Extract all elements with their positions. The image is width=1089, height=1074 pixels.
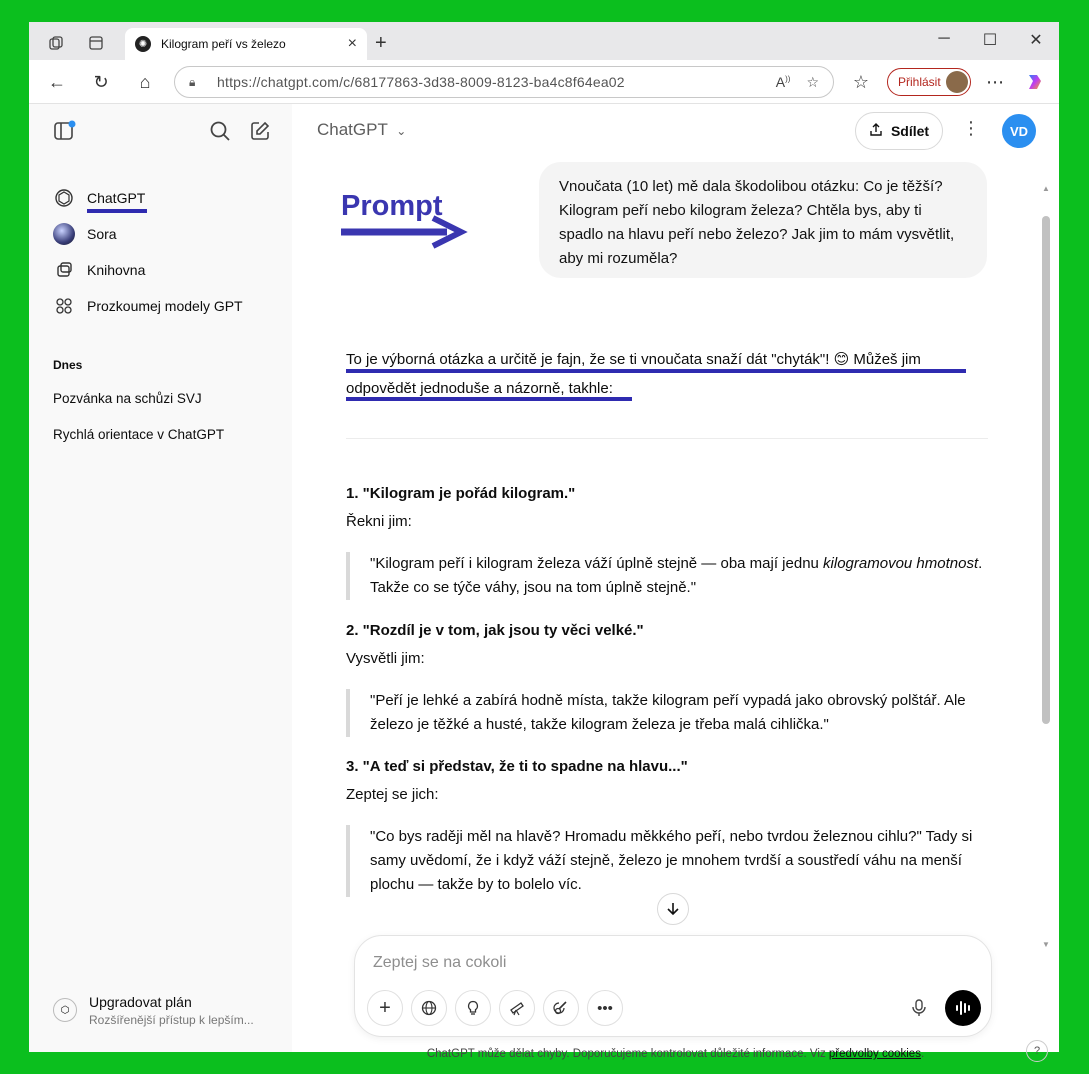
divider (346, 438, 988, 439)
tab-title: Kilogram peří vs železo (161, 37, 286, 51)
more-options-icon[interactable]: ⋮ (962, 118, 980, 138)
grid-icon (53, 295, 75, 317)
scrollbar-thumb[interactable] (1042, 216, 1050, 724)
sidebar-item-label: Sora (87, 226, 117, 242)
annotation-underline (346, 397, 632, 401)
upgrade-subtitle: Rozšířenější přístup k lepším... (89, 1013, 254, 1027)
assistant-intro (346, 345, 986, 403)
section-title: 2. "Rozdíl je v tom, jak jsou ty věci velké." (346, 622, 644, 639)
quote-text: . Takže co se týče váhy, jsou na tom úplně stejně." (370, 555, 983, 596)
telescope-icon (509, 1000, 525, 1016)
signin-button[interactable] (887, 68, 971, 96)
user-message: Vnoučata (10 let) mě dala škodolibou otázku: Co je těžší? Kilogram peří nebo kilogram železa? Chtěla bys, aby ti spadlo na hlavu peří nebo železo? Jak jim to mám vysvětlit, aby mi rozuměla? (539, 162, 987, 278)
scroll-to-bottom-button[interactable] (657, 893, 689, 925)
plus-icon: + (379, 996, 391, 1019)
workspaces-icon[interactable] (45, 32, 67, 54)
maximize-button[interactable]: ☐ (982, 32, 998, 49)
disclaimer-end: . (920, 1048, 925, 1060)
library-icon (53, 259, 75, 281)
profile-avatar (946, 71, 968, 93)
annotation-underline (346, 369, 966, 373)
url-text: https://chatgpt.com/c/68177863-3d38-8009-8123-ba4c8f64ea02 (217, 74, 625, 90)
quote-text: "Kilogram peří i kilogram železa váží úplně stejně — oba mají jednu (370, 555, 824, 572)
composer[interactable] (354, 935, 992, 1037)
new-chat-icon[interactable] (249, 120, 271, 147)
arrow-down-icon (666, 902, 680, 916)
sidebar-toggle-icon[interactable] (53, 120, 75, 147)
chat-history-item[interactable]: Rychlá orientace v ChatGPT (53, 427, 225, 442)
read-aloud-icon[interactable]: A)) (775, 74, 791, 90)
model-name: ChatGPT (317, 120, 388, 139)
annotation-underline (87, 209, 147, 213)
blockquote (346, 552, 986, 600)
annotation-arrow-icon (341, 217, 467, 247)
cookie-preferences-link[interactable]: předvolby cookies (828, 1048, 921, 1060)
url-bar[interactable] (174, 66, 834, 98)
upgrade-title: Upgradovat plán (89, 994, 192, 1010)
more-tools-button[interactable] (587, 990, 623, 1026)
sidebar (29, 104, 292, 1052)
address-bar-row (29, 60, 1059, 104)
user-avatar[interactable]: VD (1002, 114, 1036, 148)
minimize-button[interactable]: ─ (938, 30, 950, 47)
chevron-down-icon: ⌄ (396, 124, 407, 138)
section-title: 3. "A teď si představ, že ti to spadne na hlavu..." (346, 758, 688, 775)
back-arrow-icon[interactable]: ← (48, 71, 66, 92)
microphone-icon (911, 999, 927, 1017)
upgrade-icon: ⬡ (53, 998, 77, 1022)
dictate-button[interactable] (901, 990, 937, 1026)
upgrade-plan-button[interactable] (53, 994, 254, 1027)
home-icon[interactable]: ⌂ (139, 71, 151, 92)
image-create-button[interactable] (543, 990, 579, 1026)
section-heading-today: Dnes (53, 358, 83, 372)
lightbulb-icon (465, 1000, 481, 1016)
search-icon[interactable] (209, 120, 231, 147)
blockquote: "Peří je lehké a zabírá hodně místa, takže kilogram peří vypadá jako obrovský polštář. Ale železo je těžké a husté, takže kilogram železa je třeba malá cihlička." (346, 689, 986, 737)
sidebar-item-explore-gpts[interactable] (53, 294, 243, 318)
intro-line-1: To je výborná otázka a určitě je fajn, že se ti vnoučata snaží dát "chyták"! 😊 Můžeš jim (346, 351, 921, 368)
prompt-input[interactable]: Zeptej se na cokoli (373, 954, 507, 971)
favorite-star-icon[interactable]: ☆ (806, 73, 819, 90)
section-lead: Řekni jim: (346, 513, 412, 530)
chatgpt-logo-icon (53, 187, 75, 209)
scroll-up-arrow-icon[interactable]: ▲ (1042, 184, 1050, 193)
model-selector[interactable] (317, 120, 406, 140)
sidebar-item-label: ChatGPT (87, 190, 146, 206)
deep-research-button[interactable] (499, 990, 535, 1026)
reason-button[interactable] (455, 990, 491, 1026)
chat-history-item[interactable]: Pozvánka na schůzi SVJ (53, 391, 202, 406)
tab-close-icon[interactable]: × (347, 35, 357, 52)
prompt-annotation-label: Prompt (341, 190, 443, 222)
lock-icon: 🔒︎ (189, 75, 196, 89)
voice-mode-button[interactable] (945, 990, 981, 1026)
share-button[interactable] (855, 112, 943, 150)
section-title: 1. "Kilogram je pořád kilogram." (346, 485, 576, 502)
share-label: Sdílet (890, 123, 930, 139)
sidebar-item-label: Knihovna (87, 262, 146, 278)
browser-tab[interactable] (125, 28, 367, 60)
close-window-button[interactable]: ✕ (1029, 32, 1043, 49)
new-tab-button[interactable]: + (375, 32, 387, 54)
sidebar-item-chatgpt[interactable] (53, 186, 145, 210)
more-menu-icon[interactable]: ⋯ (986, 71, 1004, 92)
chatgpt-favicon-icon: ✺ (135, 36, 151, 52)
brush-icon (553, 1000, 569, 1016)
signin-label: Přihlásit (898, 75, 941, 89)
section-lead: Vysvětli jim: (346, 650, 425, 667)
favorites-icon[interactable]: ☆ (852, 71, 870, 92)
scroll-down-arrow-icon[interactable]: ▼ (1042, 940, 1050, 949)
disclaimer-text: ChatGPT může dělat chyby. Doporučujeme kontrolovat důležité informace. Viz (426, 1048, 829, 1060)
help-button[interactable]: ? (1026, 1040, 1048, 1062)
sidebar-item-library[interactable] (53, 258, 145, 282)
ellipsis-icon: ••• (597, 999, 613, 1017)
section-lead: Zeptej se jich: (346, 786, 439, 803)
tab-actions-icon[interactable] (85, 32, 107, 54)
sora-icon (53, 223, 75, 245)
intro-line-2: odpovědět jednoduše a názorně, takhle: (346, 380, 613, 397)
globe-icon (421, 1000, 437, 1016)
copilot-icon[interactable] (1023, 70, 1047, 94)
browser-window (29, 22, 1059, 1060)
tab-strip (29, 22, 1059, 60)
share-icon (869, 123, 883, 140)
disclaimer-footer (292, 1048, 1059, 1060)
waveform-icon (954, 1000, 972, 1016)
chat-main (292, 104, 1059, 1060)
blockquote: "Co bys raději měl na hlavě? Hromadu měkkého peří, nebo tvrdou železnou cihlu?" Tady si samy uvědomí, že i když váží stejně, železo je mnohem tvrdší a soustředí váhu na menší plochu — takže by to bolelo víc. (346, 825, 986, 897)
quote-emphasis: kilogramovou hmotnost (823, 555, 979, 572)
sidebar-item-sora[interactable] (53, 222, 117, 246)
sidebar-item-label: Prozkoumej modely GPT (87, 298, 243, 314)
reload-icon[interactable]: ↻ (93, 71, 109, 92)
add-attachment-button[interactable] (367, 990, 403, 1026)
web-search-button[interactable] (411, 990, 447, 1026)
